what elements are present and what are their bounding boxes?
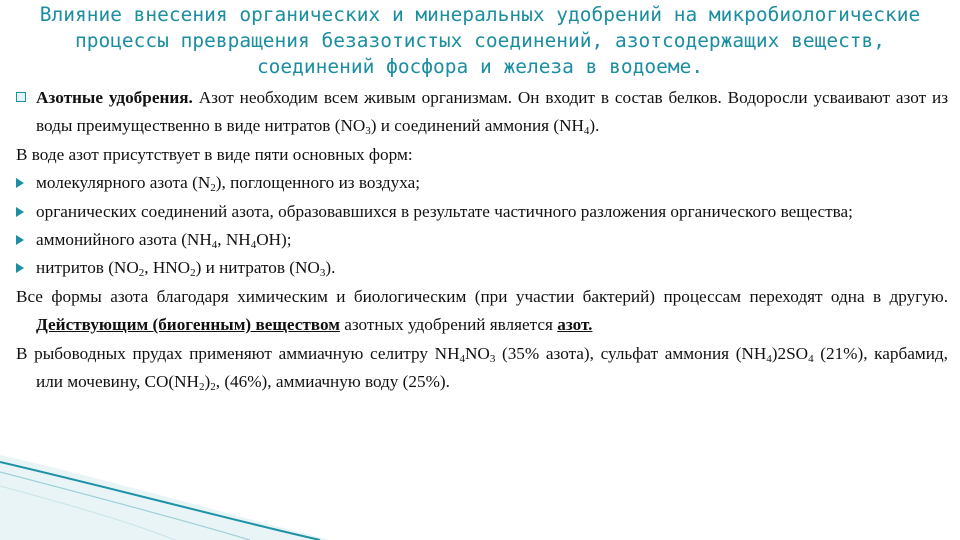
list-item-organic-compounds: органических соединений азота, образовавшихся в результате частичного разложения органического вещества; xyxy=(16,198,948,226)
paragraph-fish-ponds: В рыбоводных прудах применяют аммиачную селитру $NH_4NO_3$ (35% азота), сульфат аммония $(NH_4)2SO_4$ (21%), карбамид, или мочевину, $CO(NH_2)_2$, (46%), аммиачную воду (25%). xyxy=(16,343,948,394)
slide-body xyxy=(16,84,948,396)
list-item-ammonium-nitrogen: аммонийного азота ($NH_4$, $NH_4OH$); xyxy=(16,226,948,254)
paragraph-nitrogen-transformation: Все формы азота благодаря химическим и биологическим (при участии бактерий) процессам переходят одна в другую. Действующим (биогенным) веществом азотных удобрений является азот. xyxy=(16,286,948,335)
list-item-nitrites-nitrates: нитритов ($NO_2$, $HNO_2$) и нитратов $(NO_3)$. xyxy=(16,254,948,282)
paragraph-forms-intro: В воде азот присутствует в виде пяти основных форм: xyxy=(16,144,413,164)
triangle-bullet-icon xyxy=(16,226,36,254)
title-line-2: процессы превращения безазотистых соединений, азотсодержащих веществ, xyxy=(74,29,886,52)
list-item-molecular-nitrogen: молекулярного азота $(N_2)$, поглощенного из воздуха; xyxy=(16,169,948,197)
triangle-bullet-icon xyxy=(16,169,36,197)
triangle-bullet-icon xyxy=(16,254,36,282)
title-line-3: соединений фосфора и железа в водоеме. xyxy=(256,55,704,78)
square-bullet-icon xyxy=(16,84,36,112)
page-title xyxy=(0,2,960,80)
title-line-1: Влияние внесения органических и минеральных удобрений на микробиологические xyxy=(39,3,921,26)
paragraph-nitrogen-fertilizers: Азотные удобрения. Азот необходим всем живым организмам. Он входит в состав белков. Водоросли усваивают азот из воды преимущественно в виде нитратов $(NO_3)$ и соединений аммония $(NH_4)$. xyxy=(16,84,948,141)
triangle-bullet-icon xyxy=(16,198,36,226)
